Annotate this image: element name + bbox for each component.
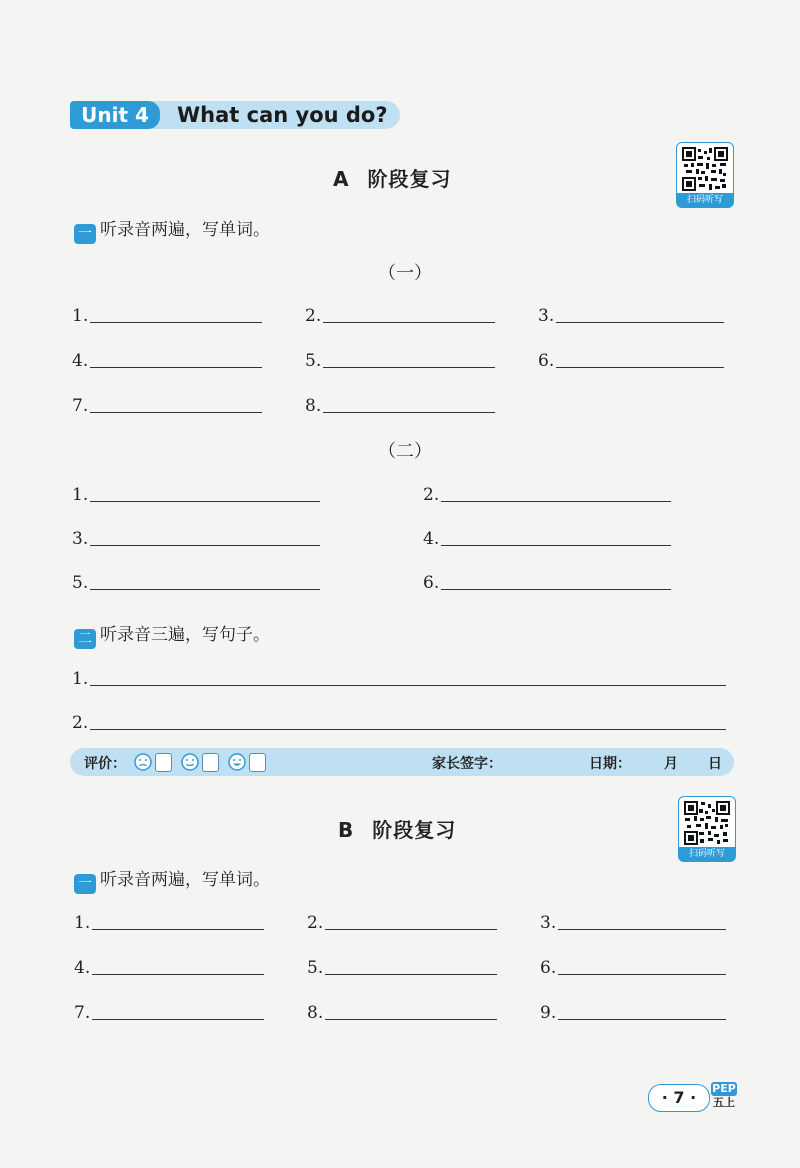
answer-line[interactable] [323, 351, 495, 368]
part-badge: 一 [74, 224, 96, 244]
section-b-heading: 阶段复习 [372, 818, 457, 842]
parent-signature-label: 家长签字： [432, 756, 502, 772]
answer-item[interactable]: 7. [74, 1003, 264, 1023]
section-b-title [338, 814, 456, 843]
answer-line[interactable] [90, 351, 262, 368]
day-label: 日 [708, 756, 722, 772]
qr-code-icon [682, 147, 728, 191]
section-a-part1-instruction [74, 215, 270, 244]
group2-label: （二） [378, 441, 432, 462]
answer-item[interactable]: 5. [307, 958, 497, 978]
section-b-letter: B [338, 818, 355, 842]
rating-box-sad[interactable] [155, 753, 172, 772]
answer-item[interactable]: 9. [540, 1003, 726, 1023]
answer-line[interactable] [558, 958, 726, 975]
part-badge: 二 [74, 629, 96, 649]
answer-item[interactable]: 5. [72, 573, 320, 593]
group1-label: （一） [378, 263, 432, 284]
section-b-part1-instruction [74, 865, 270, 894]
answer-line[interactable] [323, 396, 495, 413]
answer-item[interactable]: 8. [307, 1003, 497, 1023]
answer-line[interactable] [323, 306, 495, 323]
answer-line[interactable] [558, 913, 726, 930]
answer-item[interactable]: 2. [423, 485, 671, 505]
qr-code-a[interactable] [676, 142, 734, 208]
section-a-title [333, 163, 451, 192]
rating-box-happy[interactable] [249, 753, 266, 772]
qr-label: 扫码听写 [677, 193, 733, 207]
month-label: 月 [664, 756, 678, 772]
answer-line[interactable] [90, 396, 262, 413]
answer-line[interactable] [441, 529, 671, 546]
sentence-item[interactable]: 2. [72, 713, 726, 733]
answer-line[interactable] [441, 573, 671, 590]
answer-item[interactable]: 3. [72, 529, 320, 549]
section-a-heading: 阶段复习 [367, 167, 452, 191]
answer-item[interactable]: 2. [305, 306, 495, 326]
answer-item[interactable]: 4. [423, 529, 671, 549]
answer-item[interactable]: 4. [72, 351, 262, 371]
sentence-line[interactable] [90, 713, 726, 730]
qr-label: 扫码听写 [679, 847, 735, 861]
unit-title: What can you do? [177, 103, 388, 127]
part-badge: 一 [74, 874, 96, 894]
answer-line[interactable] [556, 351, 724, 368]
answer-line[interactable] [558, 1003, 726, 1020]
answer-item[interactable]: 6. [540, 958, 726, 978]
answer-item[interactable]: 3. [540, 913, 726, 933]
unit-tag: Unit 4 [70, 101, 160, 129]
instruction-text: 听录音三遍，写句子。 [100, 625, 270, 645]
instruction-text: 听录音两遍，写单词。 [100, 870, 270, 890]
answer-item[interactable]: 2. [307, 913, 497, 933]
answer-line[interactable] [556, 306, 724, 323]
answer-line[interactable] [92, 958, 264, 975]
section-a-part2-instruction [74, 620, 270, 649]
qr-code-icon [684, 801, 730, 845]
evaluation-bar [70, 748, 734, 776]
answer-item[interactable]: 1. [72, 485, 320, 505]
section-a-letter: A [333, 167, 350, 191]
answer-item[interactable]: 1. [74, 913, 264, 933]
happy-face-icon [228, 753, 246, 771]
evaluation-label: 评价： [84, 756, 126, 772]
edition-bottom: 五上 [713, 1096, 735, 1109]
answer-item[interactable]: 7. [72, 396, 262, 416]
date-label: 日期： [589, 756, 631, 772]
answer-line[interactable] [325, 958, 497, 975]
answer-item[interactable]: 5. [305, 351, 495, 371]
sad-face-icon [134, 753, 152, 771]
answer-line[interactable] [92, 913, 264, 930]
edition-top: PEP [712, 1082, 736, 1095]
answer-item[interactable]: 3. [538, 306, 724, 326]
answer-line[interactable] [441, 485, 671, 502]
answer-line[interactable] [92, 1003, 264, 1020]
sentence-item[interactable]: 1. [72, 669, 726, 689]
answer-item[interactable]: 4. [74, 958, 264, 978]
answer-line[interactable] [90, 573, 320, 590]
qr-code-b[interactable] [678, 796, 736, 862]
answer-item[interactable]: 6. [538, 351, 724, 371]
answer-line[interactable] [90, 529, 320, 546]
answer-item[interactable]: 8. [305, 396, 495, 416]
answer-item[interactable]: 1. [72, 306, 262, 326]
answer-line[interactable] [90, 306, 262, 323]
answer-item[interactable]: 6. [423, 573, 671, 593]
answer-line[interactable] [325, 913, 497, 930]
answer-line[interactable] [325, 1003, 497, 1020]
edition-badge [711, 1082, 737, 1110]
instruction-text: 听录音两遍，写单词。 [100, 220, 270, 240]
page-number: · 7 · [648, 1084, 710, 1112]
rating-box-neutral[interactable] [202, 753, 219, 772]
neutral-face-icon [181, 753, 199, 771]
sentence-line[interactable] [90, 669, 726, 686]
answer-line[interactable] [90, 485, 320, 502]
